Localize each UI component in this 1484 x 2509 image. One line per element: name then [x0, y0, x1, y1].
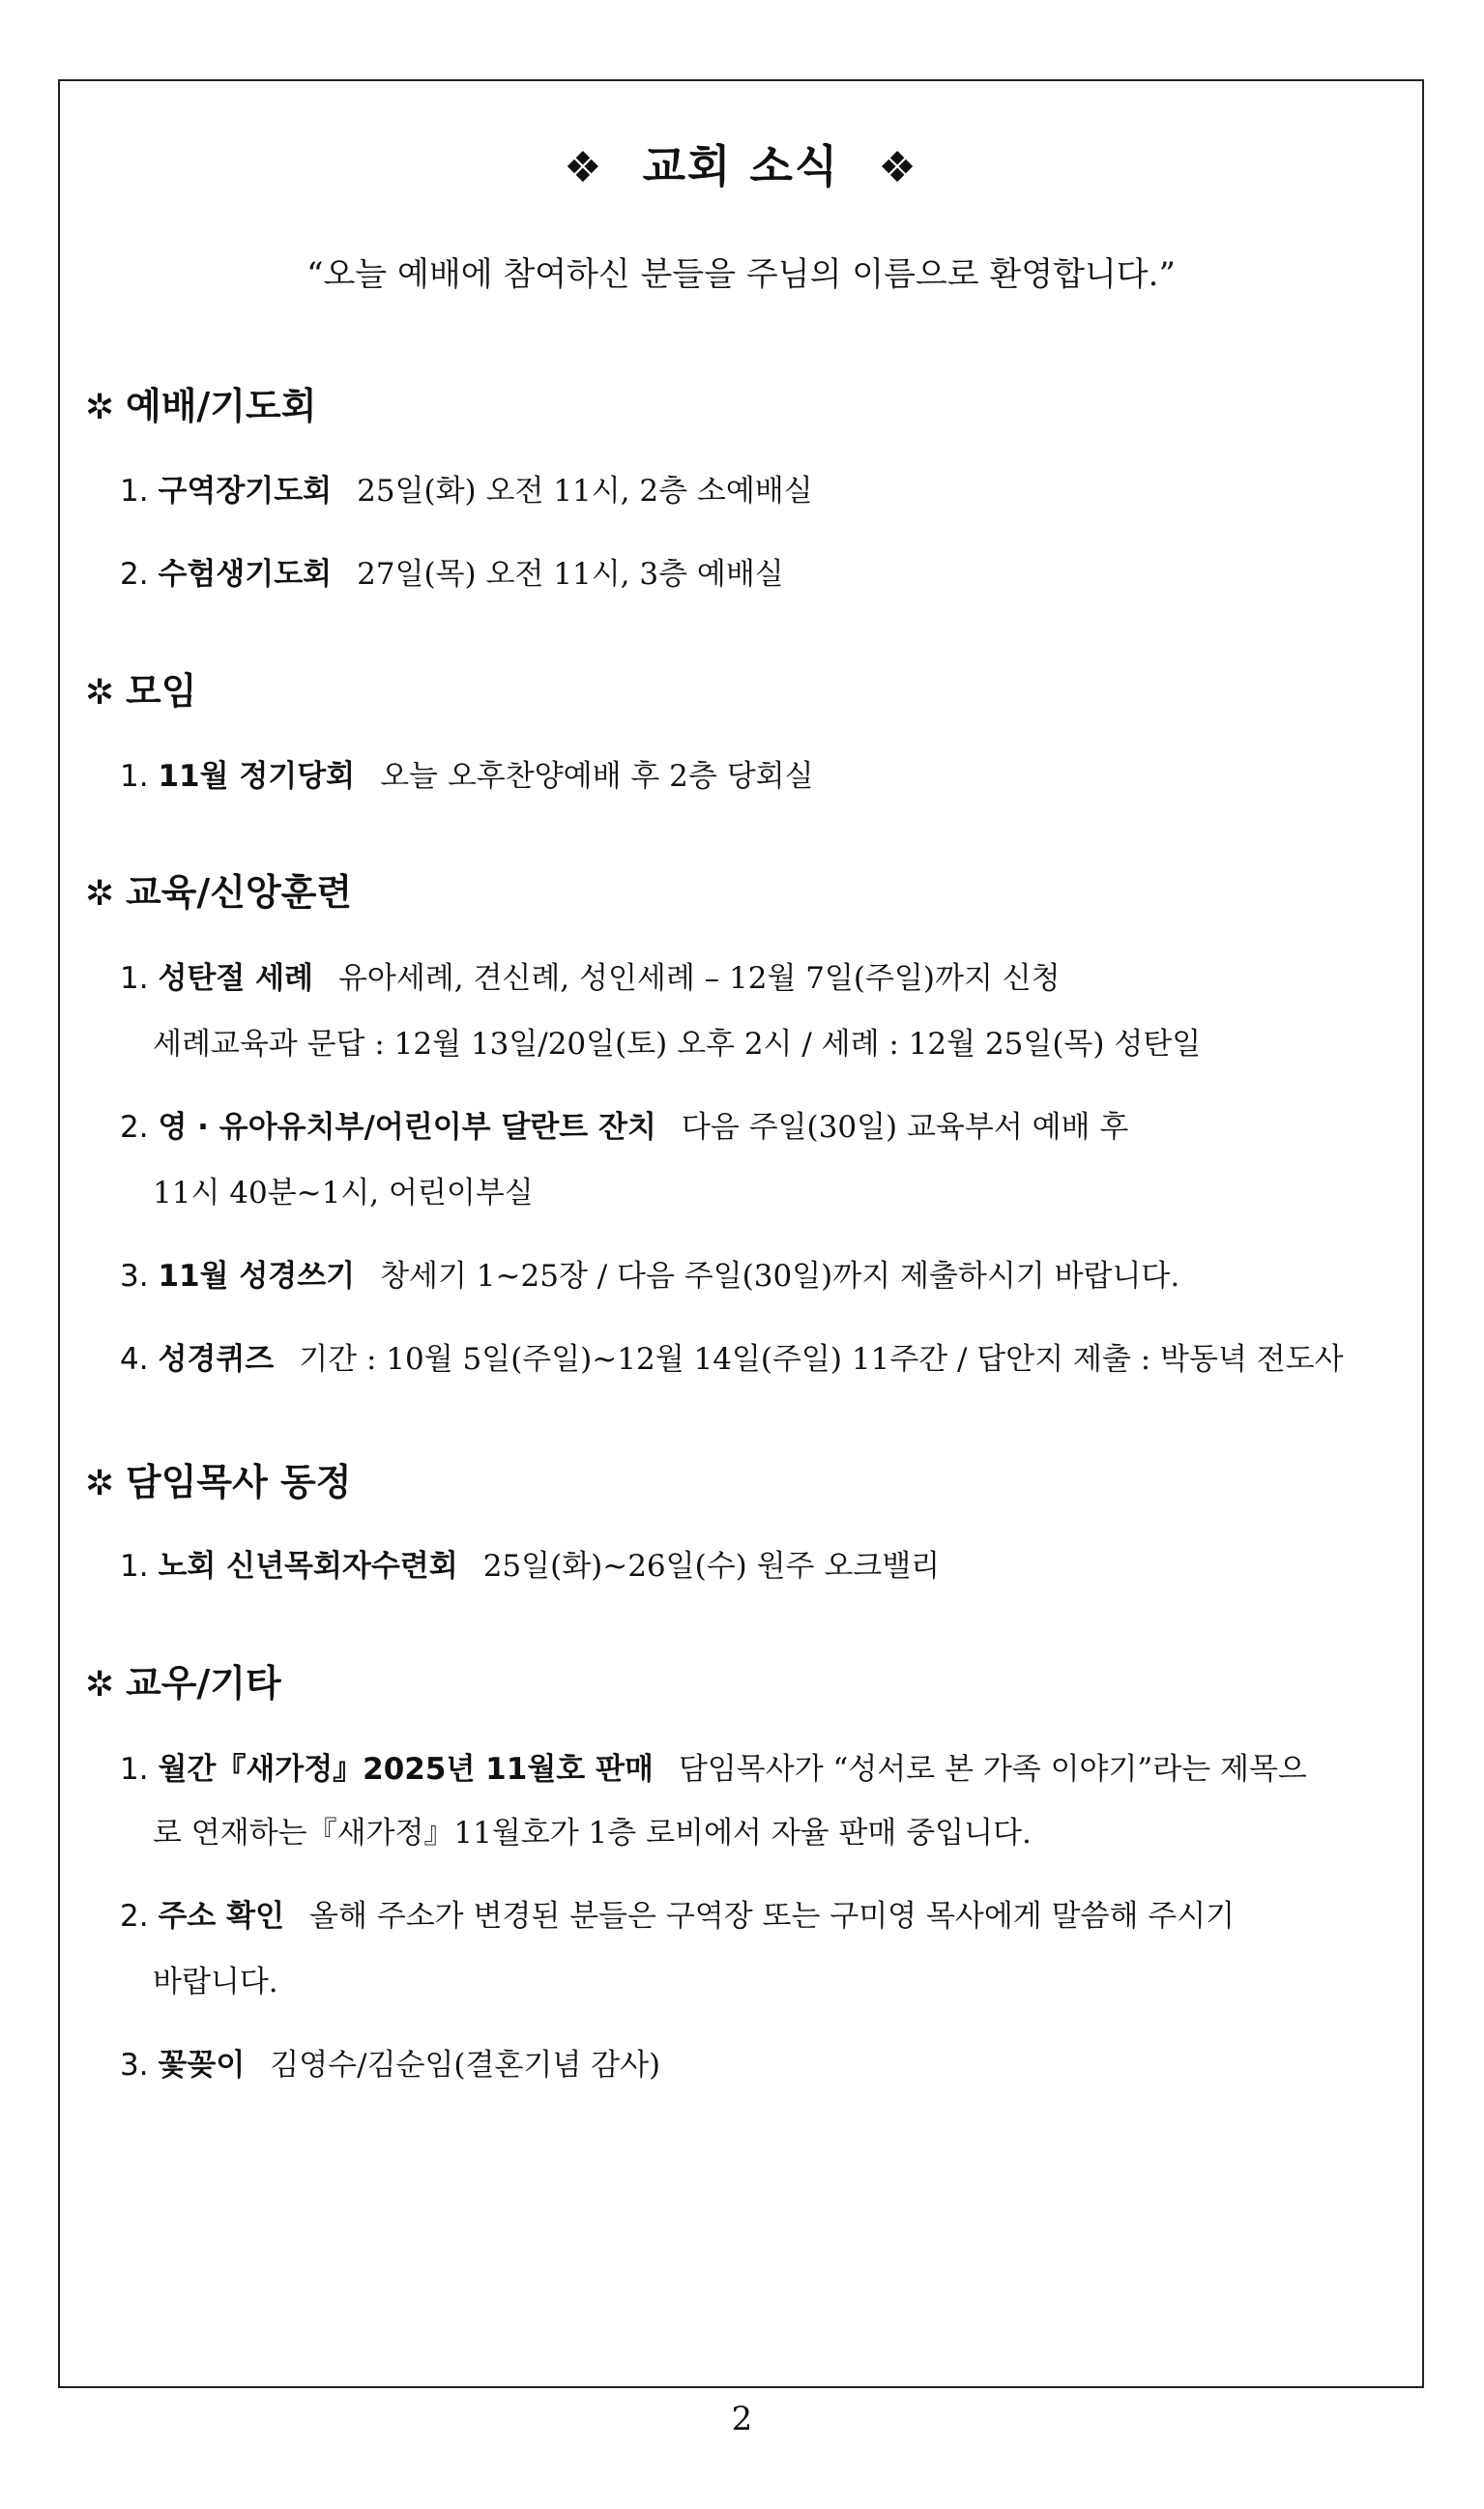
- asterisk-ornament-icon: ✲: [85, 874, 115, 914]
- list-item: 2. 수험생기도회 27일(목) 오전 11시, 3층 예배실: [120, 557, 784, 592]
- list-item: 3. 11월 성경쓰기 창세기 1~25장 / 다음 주일(30일)까지 제출하시기 바랍니다.: [120, 1259, 1180, 1294]
- list-item: 2. 영 · 유아유치부/어린이부 달란트 잔치 다음 주일(30일) 교육부서 예배 후: [120, 1110, 1129, 1145]
- welcome-message: “오늘 예배에 참여하신 분들을 주님의 이름으로 환영합니다.”: [306, 255, 1176, 294]
- page-title: [60, 131, 1422, 195]
- section-heading: ✲ 교우/기타: [85, 1662, 281, 1705]
- bulletin-frame: [58, 79, 1424, 2388]
- list-item: 1. 성탄절 세례 유아세례, 견신례, 성인세례 – 12월 7일(주일)까지 신청: [120, 961, 1061, 996]
- list-item-continuation: 바랍니다.: [153, 1965, 278, 1999]
- list-item: 3. 꽃꽂이 김영수/김순임(결혼기념 감사): [120, 2048, 661, 2083]
- list-item: 1. 노회 신년목회자수련회 25일(화)~26일(수) 원주 오크밸리: [120, 1549, 941, 1584]
- section-heading: ✲ 담임목사 동정: [85, 1461, 352, 1503]
- title-text: 교회 소식: [642, 140, 840, 192]
- list-item-continuation: 11시 40분~1시, 어린이부실: [153, 1176, 534, 1211]
- list-item-continuation: 세례교육과 문답 : 12월 13일/20일(토) 오후 2시 / 세례 : 12월 25일(목) 성탄일: [153, 1027, 1202, 1062]
- asterisk-ornament-icon: ✲: [85, 1665, 115, 1705]
- asterisk-ornament-icon: ✲: [85, 673, 115, 713]
- list-item-continuation: 로 연재하는『새가정』11월호가 1층 로비에서 자율 판매 중입니다.: [153, 1816, 1032, 1851]
- list-item: 1. 11월 정기당회 오늘 오후찬양예배 후 2층 당회실: [120, 759, 814, 794]
- list-item: 2. 주소 확인 올해 주소가 변경된 분들은 구역장 또는 구미영 목사에게 말씀해 주시기: [120, 1899, 1236, 1934]
- section-heading: ✲ 교육/신앙훈련: [85, 871, 353, 914]
- diamond-ornament-icon: ❖: [878, 143, 918, 192]
- list-item: 4. 성경퀴즈 기간 : 10월 5일(주일)~12월 14일(주일) 11주간 / 답안지 제출 : 박동녁 전도사: [120, 1342, 1344, 1377]
- diamond-ornament-icon: ❖: [564, 143, 604, 192]
- asterisk-ornament-icon: ✲: [85, 388, 115, 427]
- section-heading: ✲ 예배/기도회: [85, 385, 317, 427]
- list-item: 1. 구역장기도회 25일(화) 오전 11시, 2층 소예배실: [120, 474, 813, 509]
- asterisk-ornament-icon: ✲: [85, 1464, 115, 1503]
- list-item: 1. 월간『새가정』2025년 11월호 판매 담임목사가 “성서로 본 가족 이야기”라는 제목으: [120, 1752, 1307, 1787]
- section-heading: ✲ 모임: [85, 670, 197, 713]
- page-number: 2: [731, 2400, 753, 2438]
